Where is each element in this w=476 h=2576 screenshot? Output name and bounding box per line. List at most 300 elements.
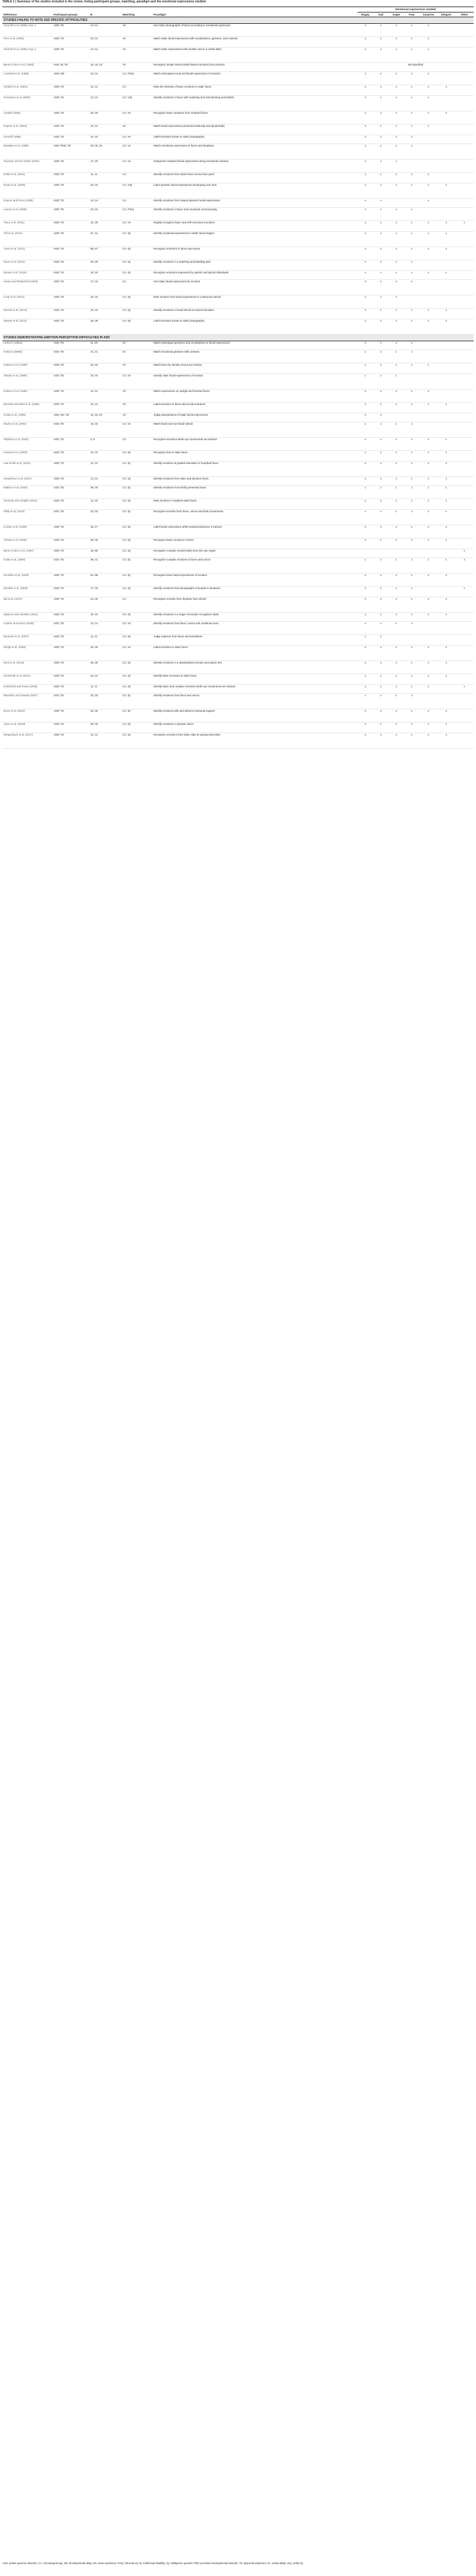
cell-anger-mark: x — [389, 722, 404, 733]
cell-happy-mark: x — [358, 341, 373, 350]
cell-participants: ASD; TD — [52, 271, 89, 280]
cell-fear-mark — [404, 413, 419, 422]
cell-other-mark — [455, 390, 474, 403]
cell-surprise-mark — [419, 135, 437, 144]
cell-sad-mark: x — [373, 341, 389, 350]
cell-fear-mark: x — [404, 661, 419, 674]
cell-matching: CA; VIQ — [121, 183, 152, 199]
cell-matching: CA; VA — [121, 422, 152, 438]
cell-fear-mark: x — [404, 208, 419, 221]
cell-matching: VA — [121, 413, 152, 422]
cell-n: 24; 24 — [89, 674, 121, 685]
cell-other-mark — [455, 48, 474, 63]
cell-surprise-mark — [419, 341, 437, 350]
cell-fear-mark: x — [404, 438, 419, 451]
cell-anger-mark: x — [389, 646, 404, 661]
cell-reference: Teunisse and de Gelder (2001) — [2, 160, 52, 173]
cell-disgust-mark — [437, 341, 455, 350]
cell-disgust-mark: x — [437, 661, 455, 674]
cell-happy-mark: x — [358, 413, 373, 422]
cell-paradigm: Match videotaped vocal and facial expressions of emotion — [152, 72, 358, 85]
table-row — [2, 72, 474, 85]
cell-participants: ASD; TD — [52, 221, 89, 232]
cell-reference: Jones et al. (2018) — [2, 722, 52, 733]
cell-surprise-mark: x — [419, 199, 437, 208]
cell-surprise-mark: x — [419, 403, 437, 413]
cell-matching: VA — [121, 48, 152, 63]
cell-n: 12; 19 — [89, 499, 121, 510]
cell-fear-mark: x — [404, 597, 419, 613]
cell-n: 12; 12 — [89, 462, 121, 477]
cell-happy-mark: x — [358, 558, 373, 574]
cell-sad-mark: x — [373, 135, 389, 144]
cell-fear-mark: x — [404, 280, 419, 295]
cell-disgust-mark: x — [437, 309, 455, 319]
cell-participants: ASD; TD — [52, 661, 89, 674]
cell-other-mark — [455, 309, 474, 319]
cell-disgust-mark — [437, 350, 455, 363]
cell-reference: Mazefsky and Oswald (2007) — [2, 694, 52, 709]
cell-disgust-mark — [437, 72, 455, 85]
table-row — [2, 403, 474, 413]
cell-anger-mark: x — [389, 85, 404, 96]
cell-other-mark — [455, 635, 474, 646]
cell-surprise-mark — [419, 587, 437, 597]
cell-surprise-mark: x — [419, 477, 437, 486]
cell-participants: ASD; TD — [52, 37, 89, 48]
cell-participants: ASD; TD — [52, 674, 89, 685]
cell-participants: ASD; TD — [52, 486, 89, 499]
cell-anger-mark: x — [389, 319, 404, 335]
cell-n: 11; 11 — [89, 635, 121, 646]
cell-fear-mark: x — [404, 558, 419, 574]
cell-sad-mark: x — [373, 247, 389, 260]
cell-paradigm: Recognize basic emotions from morphed faces — [152, 111, 358, 124]
cell-sad-mark — [373, 549, 389, 558]
cell-sad-mark: x — [373, 309, 389, 319]
cell-participants: ASD; TD — [52, 685, 89, 694]
cell-matching: CA; IQ — [121, 309, 152, 319]
cell-other-mark — [455, 72, 474, 85]
cell-matching: CA; IQ — [121, 486, 152, 499]
cell-surprise-mark: x — [419, 37, 437, 48]
cell-matching: CA; IQ — [121, 549, 152, 558]
cell-happy-mark: x — [358, 722, 373, 733]
table-row — [2, 413, 474, 422]
cell-surprise-mark: x — [419, 183, 437, 199]
cell-happy-mark: x — [358, 390, 373, 403]
cell-sad-mark: x — [373, 390, 389, 403]
cell-sad-mark: x — [373, 733, 389, 749]
cell-surprise-mark — [419, 635, 437, 646]
cell-surprise-mark: x — [419, 72, 437, 85]
table-row — [2, 350, 474, 363]
cell-fear-mark: x — [404, 221, 419, 232]
cell-reference: Wallace et al. (2008) — [2, 486, 52, 499]
cell-surprise-mark — [419, 295, 437, 309]
cell-paradigm: Recognize complex mental states from the eye region — [152, 549, 358, 558]
cell-reference: Brewer et al. (2016) — [2, 271, 52, 280]
cell-n: 14; 14 — [89, 622, 121, 635]
cell-matching: CA — [121, 199, 152, 208]
cell-paradigm: Match emotional gestures with contexts — [152, 350, 358, 363]
cell-paradigm: Recognize fear in static faces — [152, 451, 358, 462]
cell-matching: CA; IQ — [121, 477, 152, 486]
cell-matching: CA; IQ — [121, 635, 152, 646]
cell-n: 11; 25 — [89, 341, 121, 350]
cell-anger-mark: x — [389, 694, 404, 709]
cell-paradigm: Identify emotions from briefly presented faces — [152, 486, 358, 499]
cell-anger-mark: x — [389, 709, 404, 722]
cell-disgust-mark — [437, 390, 455, 403]
cell-disgust-mark: x — [437, 438, 455, 451]
cell-n: 11; 11 — [89, 173, 121, 183]
cell-surprise-mark: x — [419, 363, 437, 374]
col-fear: Fear — [404, 12, 419, 17]
cell-fear-mark: x — [404, 587, 419, 597]
cell-disgust-mark — [437, 144, 455, 160]
table-row — [2, 462, 474, 477]
cell-participants: ASD; TD — [52, 183, 89, 199]
cell-reference: Philip et al. (2010) — [2, 510, 52, 525]
cell-disgust-mark: x — [437, 319, 455, 335]
cell-happy-mark: x — [358, 486, 373, 499]
cell-paradigm: Label emotions shown in static photographs — [152, 135, 358, 144]
cell-anger-mark: x — [389, 48, 404, 63]
cell-n: 21; 21 — [89, 232, 121, 247]
cell-anger-mark: x — [389, 390, 404, 403]
cell-participants: ASD; TD — [52, 635, 89, 646]
cell-other-mark — [455, 208, 474, 221]
cell-anger-mark: x — [389, 587, 404, 597]
cell-fear-mark: x — [404, 403, 419, 413]
cell-n: 21; 21 — [89, 350, 121, 363]
cell-n: 15; 15; 15 — [89, 63, 121, 72]
cell-sad-mark: x — [373, 587, 389, 597]
cell-other-mark — [455, 661, 474, 674]
cell-participants: ASD; TD — [52, 247, 89, 260]
table-row — [2, 309, 474, 319]
cell-paradigm: Identify emotions from faces, voices and combined cues — [152, 622, 358, 635]
cell-matching: CA — [121, 85, 152, 96]
cell-n: 12; 12 — [89, 124, 121, 135]
cell-participants: ASD; TD — [52, 733, 89, 749]
table-row — [2, 538, 474, 549]
cell-other-mark — [455, 486, 474, 499]
cell-sad-mark: x — [373, 85, 389, 96]
cell-anger-mark: x — [389, 538, 404, 549]
cell-disgust-mark — [437, 208, 455, 221]
cell-other-mark — [455, 674, 474, 685]
table-body — [2, 17, 474, 749]
cell-happy-mark: x — [358, 309, 373, 319]
cell-anger-mark: x — [389, 597, 404, 613]
cell-anger-mark: x — [389, 451, 404, 462]
cell-happy-mark: x — [358, 319, 373, 335]
cell-participants: ASD; TD — [52, 173, 89, 183]
cell-surprise-mark — [419, 350, 437, 363]
cell-fear-mark: x — [404, 709, 419, 722]
cell-sad-mark: x — [373, 374, 389, 390]
cell-other-mark — [455, 374, 474, 390]
cell-disgust-mark: x — [437, 646, 455, 661]
cell-disgust-mark — [437, 24, 455, 37]
section-label: STUDIES FAILING TO NOTE ASD SPECIFIC ATYPICALITIES — [2, 17, 474, 24]
cell-n: 24; 40 — [89, 597, 121, 613]
cell-sad-mark: x — [373, 72, 389, 85]
cell-paradigm: Rate emotion from facial expressions in continuous stimuli — [152, 295, 358, 309]
cell-n: 14; 14 — [89, 48, 121, 63]
cell-n: 31; 25 — [89, 221, 121, 232]
table-row — [2, 510, 474, 525]
cell-matching: CA; IQ — [121, 260, 152, 271]
cell-participants: ASD; TD — [52, 597, 89, 613]
cell-happy-mark: x — [358, 661, 373, 674]
cell-disgust-mark — [437, 160, 455, 173]
cell-participants: ASD; TD — [52, 48, 89, 63]
cell-reference: Kuusikko et al. (2009) — [2, 574, 52, 587]
cell-sad-mark: x — [373, 597, 389, 613]
table-row — [2, 295, 474, 309]
cell-participants: ASD; TD — [52, 622, 89, 635]
cell-fear-mark: x — [404, 733, 419, 749]
cell-participants: ASD; TD — [52, 111, 89, 124]
cell-sad-mark: x — [373, 451, 389, 462]
cell-anger-mark: x — [389, 685, 404, 694]
cell-participants: ASD; TD — [52, 587, 89, 597]
table-row — [2, 319, 474, 335]
table-row — [2, 96, 474, 111]
cell-paradigm: Label facial expressions while viewing behaviour is tracked — [152, 525, 358, 538]
cell-surprise-mark: x — [419, 525, 437, 538]
cell-matching: CA; FSIQ — [121, 208, 152, 221]
cell-happy-mark: x — [358, 685, 373, 694]
cell-reference: Loveland et al. (1995) — [2, 72, 52, 85]
cell-anger-mark — [389, 199, 404, 208]
cell-surprise-mark — [419, 622, 437, 635]
cell-n: 18; 17 — [89, 525, 121, 538]
cell-happy-mark: x — [358, 247, 373, 260]
cell-surprise-mark: x — [419, 124, 437, 135]
cell-disgust-mark: x — [437, 183, 455, 199]
cell-reference: Buitelaar et al. (1999) — [2, 144, 52, 160]
cell-n: 39; 28 — [89, 486, 121, 499]
table-title: TABLE 1 | Summary of the studies included in the review, listing participant groups, matching, paradigm and the emotional expressions studied. — [2, 0, 207, 4]
cell-surprise-mark: x — [419, 462, 437, 477]
cell-matching: CA; VA — [121, 135, 152, 144]
cell-sad-mark: x — [373, 646, 389, 661]
cell-participants: ASD; TD — [52, 510, 89, 525]
table-row — [2, 646, 474, 661]
cell-disgust-mark: x — [437, 558, 455, 574]
cell-participants: ASD; DS; TD — [52, 413, 89, 422]
cell-other-mark — [455, 183, 474, 199]
cell-other-mark — [455, 646, 474, 661]
cell-fear-mark: x — [404, 85, 419, 96]
cell-anger-mark: x — [389, 72, 404, 85]
cell-paradigm: Rate the intensity of basic emotions in static faces — [152, 85, 358, 96]
table-row — [2, 232, 474, 247]
cell-participants: ASD; TD — [52, 477, 89, 486]
cell-surprise-mark — [419, 549, 437, 558]
cell-n: 10; 10 — [89, 451, 121, 462]
cell-reference: Evers et al. (2014) — [2, 260, 52, 271]
col-disgust: Disgust — [437, 12, 455, 17]
cell-paradigm: Recognize emotion from dynamic face stimuli — [152, 597, 358, 613]
cell-sad-mark: x — [373, 525, 389, 538]
cell-matching: CA; IQ — [121, 451, 152, 462]
cell-other-mark — [455, 613, 474, 622]
cell-other-mark — [455, 173, 474, 183]
cell-disgust-mark — [437, 124, 455, 135]
table-row — [2, 661, 474, 674]
cell-fear-mark: x — [404, 124, 419, 135]
table-row — [2, 48, 474, 63]
cell-surprise-mark — [419, 413, 437, 422]
cell-sad-mark: x — [373, 350, 389, 363]
cell-disgust-mark — [437, 622, 455, 635]
cell-anger-mark: x — [389, 96, 404, 111]
cell-happy-mark: x — [358, 499, 373, 510]
cell-other-mark — [455, 232, 474, 247]
cell-participants: ASD; TD — [52, 232, 89, 247]
cell-anger-mark: x — [389, 462, 404, 477]
cell-reference: Celani et al. (1999) — [2, 413, 52, 422]
cell-surprise-mark: x — [419, 674, 437, 685]
cell-disgust-mark: x — [437, 403, 455, 413]
cell-participants: ASD; TD — [52, 538, 89, 549]
cell-participants: ASD; TD — [52, 709, 89, 722]
cell-sad-mark: x — [373, 538, 389, 549]
cell-matching: CA; IQ — [121, 232, 152, 247]
cell-matching: CA; IQ — [121, 558, 152, 574]
cell-reference: Tracy et al. (2011) — [2, 221, 52, 232]
cell-other-mark — [455, 413, 474, 422]
cell-reference: Castelli (2005) — [2, 111, 52, 124]
cell-reference: Adolphs et al. (2001) — [2, 85, 52, 96]
cell-reference: Howard et al. (2000) — [2, 451, 52, 462]
cell-happy-mark: x — [358, 295, 373, 309]
cell-sad-mark: x — [373, 295, 389, 309]
cell-sad-mark: x — [373, 477, 389, 486]
cell-happy-mark — [358, 549, 373, 558]
cell-n: 20; 20 — [89, 111, 121, 124]
cell-happy-mark: x — [358, 199, 373, 208]
cell-disgust-mark — [437, 422, 455, 438]
cell-paradigm: Identify emotions in a matching and labelling task — [152, 260, 358, 271]
cell-surprise-mark: x — [419, 173, 437, 183]
cell-n: 16; 50 — [89, 549, 121, 558]
cell-fear-mark: x — [404, 96, 419, 111]
cell-anger-mark: x — [389, 574, 404, 587]
cell-surprise-mark: x — [419, 221, 437, 232]
cell-surprise-mark: x — [419, 451, 437, 462]
table-row — [2, 260, 474, 271]
cell-participants: ASD; TD — [52, 646, 89, 661]
cell-anger-mark: x — [389, 558, 404, 574]
cell-fear-mark: x — [404, 37, 419, 48]
cell-happy-mark: x — [358, 510, 373, 525]
cell-sad-mark: x — [373, 510, 389, 525]
cell-sad-mark: x — [373, 319, 389, 335]
cell-anger-mark: x — [389, 160, 404, 173]
cell-sad-mark: x — [373, 260, 389, 271]
cell-happy-mark: x — [358, 646, 373, 661]
cell-paradigm: Judge pleasantness of static facial expressions — [152, 413, 358, 422]
cell-n: 14; 14 — [89, 390, 121, 403]
table-row — [2, 390, 474, 403]
cell-paradigm: Recognize simple versus belief-based emotions from pictures — [152, 63, 358, 72]
cell-reference: Baron-Cohen et al. (1993) — [2, 63, 52, 72]
cell-participants: ASD; TD — [52, 260, 89, 271]
cell-fear-mark: x — [404, 462, 419, 477]
cell-disgust-mark: x — [437, 271, 455, 280]
cell-sad-mark: x — [373, 438, 389, 451]
cell-other-mark — [455, 260, 474, 271]
cell-fear-mark: x — [404, 574, 419, 587]
table-row — [2, 271, 474, 280]
cell-fear-mark: x — [404, 510, 419, 525]
cell-sad-mark: x — [373, 48, 389, 63]
cell-other-mark — [455, 363, 474, 374]
cell-disgust-mark — [437, 363, 455, 374]
cell-paradigm: Match static expressions with another and to a verbal label — [152, 48, 358, 63]
cell-other-mark — [455, 280, 474, 295]
col-reference: Reference — [2, 7, 52, 17]
cell-disgust-mark — [437, 173, 455, 183]
cell-surprise-mark: x — [419, 438, 437, 451]
cell-fear-mark: x — [404, 72, 419, 85]
cell-reference: Ozonoff (1995) — [2, 135, 52, 144]
cell-paradigm: Identify emotions at graded intensities of morphed faces — [152, 462, 358, 477]
cell-other-mark — [455, 271, 474, 280]
table-row — [2, 183, 474, 199]
cell-other-mark — [455, 722, 474, 733]
cell-matching: CA; IQ — [121, 661, 152, 674]
table-footnote: ASD, autism spectrum disorder; CA, chronological age; DD, developmental delay; DS, Down syndrome; FSIQ, full-scale IQ; ID, intellectual disability; IQ, intelligence quotient; PDD, pervasive developmental disorder; TD, typical development; VA, verbal ability; VIQ, verbal IQ. — [2, 2562, 304, 2565]
cell-surprise-mark: x — [419, 309, 437, 319]
cell-reference: Homer and Rutherford (2008) — [2, 280, 52, 295]
cell-paradigm: Rate emotion in morphed static faces — [152, 499, 358, 510]
cell-participants: ASD; TD — [52, 549, 89, 558]
cell-reference: Jones et al. (2011) — [2, 247, 52, 260]
cell-disgust-mark — [437, 135, 455, 144]
table-header — [2, 7, 474, 17]
cell-n: 10; 10 — [89, 374, 121, 390]
cell-happy-mark: x — [358, 260, 373, 271]
cell-happy-mark: x — [358, 350, 373, 363]
cell-surprise-mark — [419, 422, 437, 438]
cell-other-mark: x — [455, 685, 474, 694]
cell-anger-mark: x — [389, 247, 404, 260]
cell-surprise-mark: x — [419, 85, 437, 96]
cell-sad-mark: x — [373, 622, 389, 635]
cell-sad-mark: x — [373, 24, 389, 37]
cell-happy-mark: x — [358, 538, 373, 549]
table-row — [2, 613, 474, 622]
cell-participants: ASD; TD — [52, 160, 89, 173]
cell-fear-mark: x — [404, 525, 419, 538]
cell-other-mark — [455, 295, 474, 309]
cell-other-mark — [455, 341, 474, 350]
cell-reference: Lacroix et al. (2009) — [2, 208, 52, 221]
table-row — [2, 341, 474, 350]
table-row — [2, 221, 474, 232]
cell-paradigm: Recognize basic facial expressions of emotion — [152, 574, 358, 587]
cell-matching: CA — [121, 280, 152, 295]
cell-n: 30; 30 — [89, 722, 121, 733]
cell-surprise-mark — [419, 694, 437, 709]
